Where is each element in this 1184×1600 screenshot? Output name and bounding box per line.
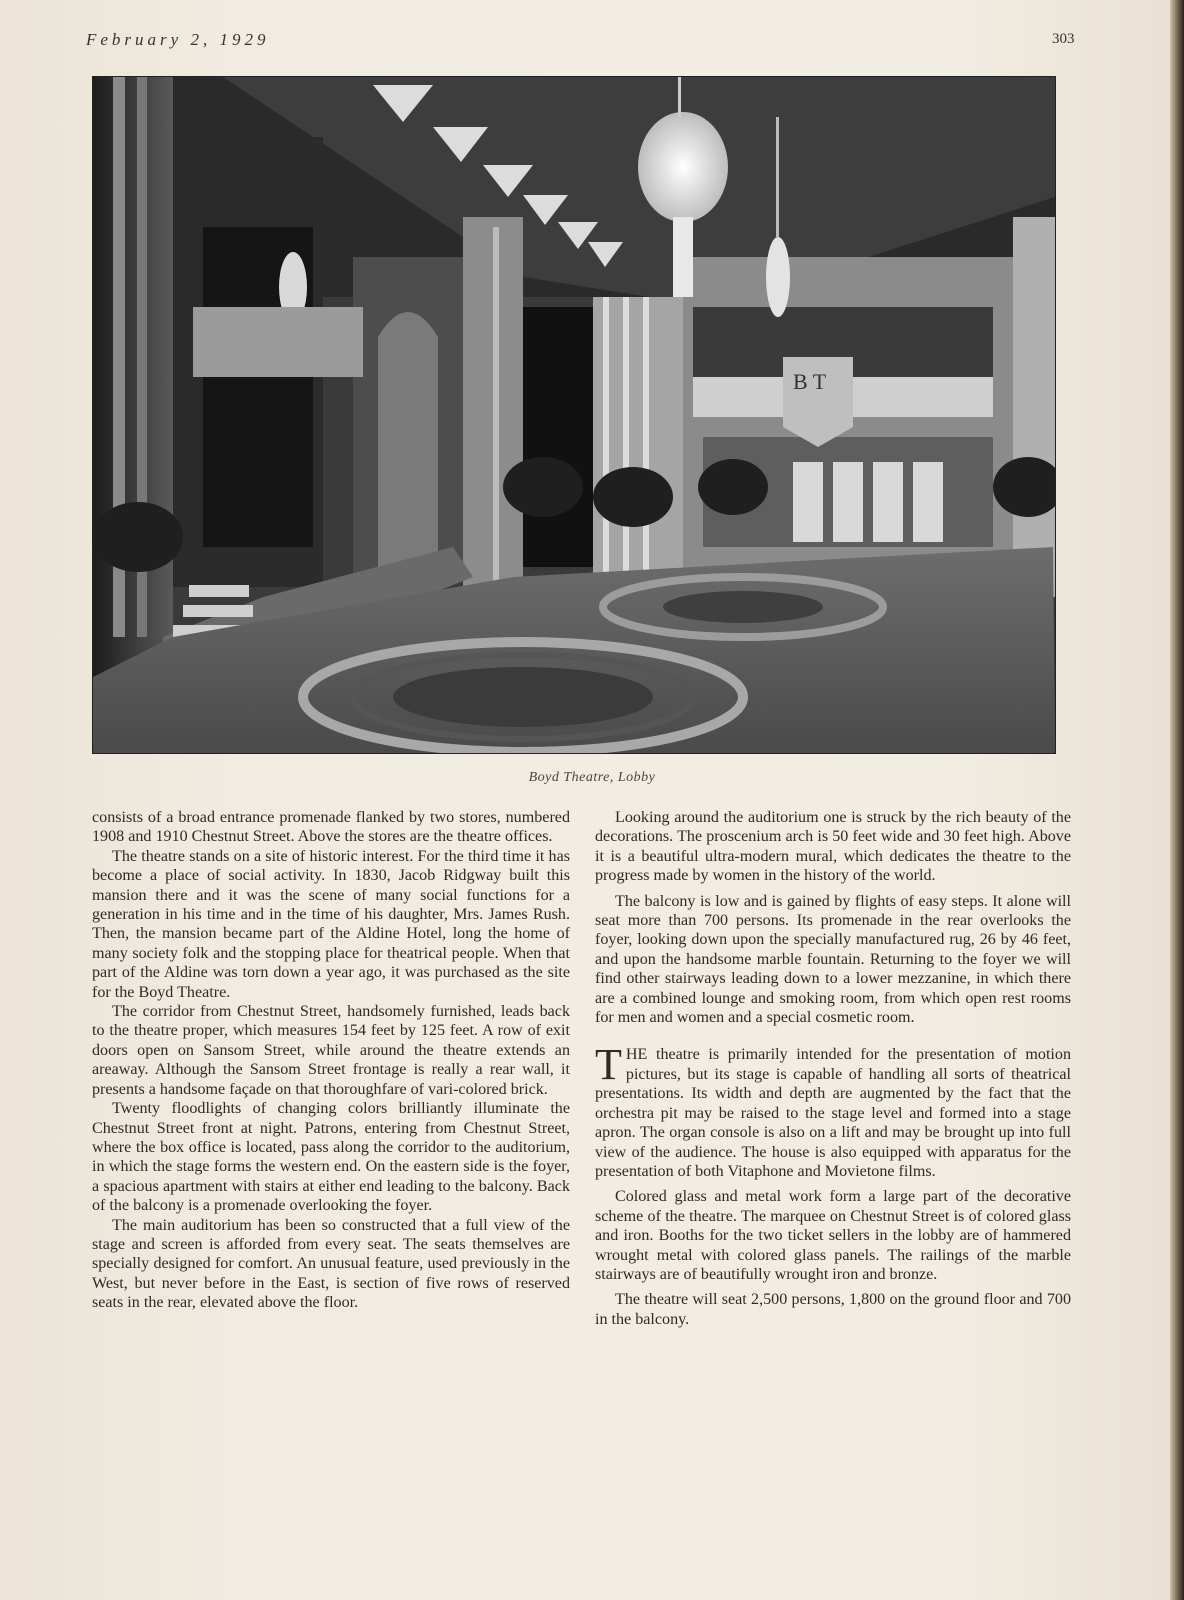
right-paragraph-5: The theatre will seat 2,500 persons, 1,800 on the ground floor and 700 in the balcony. — [595, 1291, 1071, 1328]
page-number: 303 — [1052, 31, 1075, 47]
left-paragraph-2: The theatre stands on a site of historic interest. For the third time it has become a place of social activity. In 1830, Jacob Ridgway built this mansion there and it was the scene of many social functions for a generation in his time and in the time of his daughter, Mrs. James Rush. Then, the mansion became part of the Aldine Hotel, long the home of many society folk and the stopping place for theatrical people. When that part of the Aldine was torn down a year ago, it was purchased as the site for the Boyd Theatre. — [92, 847, 570, 1001]
right-text-column — [595, 808, 1071, 1329]
left-text-column — [92, 808, 570, 1313]
right-paragraph-2: The balcony is low and is gained by flights of easy steps. It alone will seat more than 700 persons. Its promenade in the rear overlooks the foyer, looking down upon the specially manufactured rug, 26 by 46 feet, and upon the handsome marble fountain. Returning to the foyer we will find other stairways leading down to a lower mezzanine, in which there are a combined lounge and smoking room, from which open rest rooms for men and women and a special cosmetic room. — [595, 892, 1071, 1027]
header-date: February 2, 1929 — [86, 30, 270, 49]
left-paragraph-3: The corridor from Chestnut Street, handsomely furnished, leads back to the theatre proper, which measures 154 feet by 125 feet. A row of exit doors open on Sansom Street, while around the theatre extends an areaway. Although the Sansom Street frontage is really a rear wall, it presents a handsome façade on that thoroughfare of vari-colored brick. — [92, 1003, 570, 1098]
right-paragraph-1: Looking around the auditorium one is struck by the rich beauty of the decorations. The proscenium arch is 50 feet wide and 30 feet high. Above it is a beautiful ultra-modern mural, which dedicates the theatre to the progress made by women in the history of the world. — [595, 809, 1071, 885]
banner-letters: B T — [793, 369, 827, 394]
photo-caption: Boyd Theatre, Lobby — [528, 770, 656, 785]
left-paragraph-4: Twenty floodlights of changing colors brilliantly illuminate the Chestnut Street front at night. Patrons, entering from Chestnut Street, where the box office is located, pass along the corridor to the auditorium, in which the stage forms the western end. On the eastern side is the foyer, a spacious apartment with stairs at either end leading to the balcony. Back of the balcony is a promenade overlooking the foyer. — [92, 1100, 570, 1215]
lobby-photo-illustration — [93, 77, 1055, 753]
right-paragraph-3 — [595, 1040, 1071, 1181]
right-paragraph-4: Colored glass and metal work form a large part of the decorative scheme of the theatre. The marquee on Chestnut Street is of colored glass and iron. Booths for the two ticket sellers in the lobby are of hammered wrought metal with colored glass panels. The railings of the marble stairways are of beautifully wrought iron and bronze. — [595, 1188, 1071, 1283]
right-paragraph-3-text: HE theatre is primarily intended for the presentation of motion pictures, but its stage is capable of handling all sorts of theatrical presentations. Its width and depth are augmented by the fact that the orchestra pit may be raised to the stage level and formed into a stage apron. The organ console is also on a lift and may be brought up into full view of the audience. The house is also equipped with apparatus for the presentation of both Vitaphone and Movietone films. — [595, 1046, 1071, 1180]
drop-cap: T — [595, 1040, 622, 1090]
left-paragraph-5: The main auditorium has been so constructed that a full view of the stage and screen is afforded from every seat. The seats themselves are specially designed for comfort. An unusual feature, used previously in the West, but never before in the East, is section of five rows of reserved seats in the rear, elevated above the floor. — [92, 1216, 570, 1312]
page-binding-edge — [1170, 0, 1184, 1600]
left-paragraph-1: consists of a broad entrance promenade flanked by two stores, numbered 1908 and 1910 Chestnut Street. Above the stores are the theatre offices. — [92, 809, 570, 846]
lobby-photograph — [92, 76, 1056, 754]
